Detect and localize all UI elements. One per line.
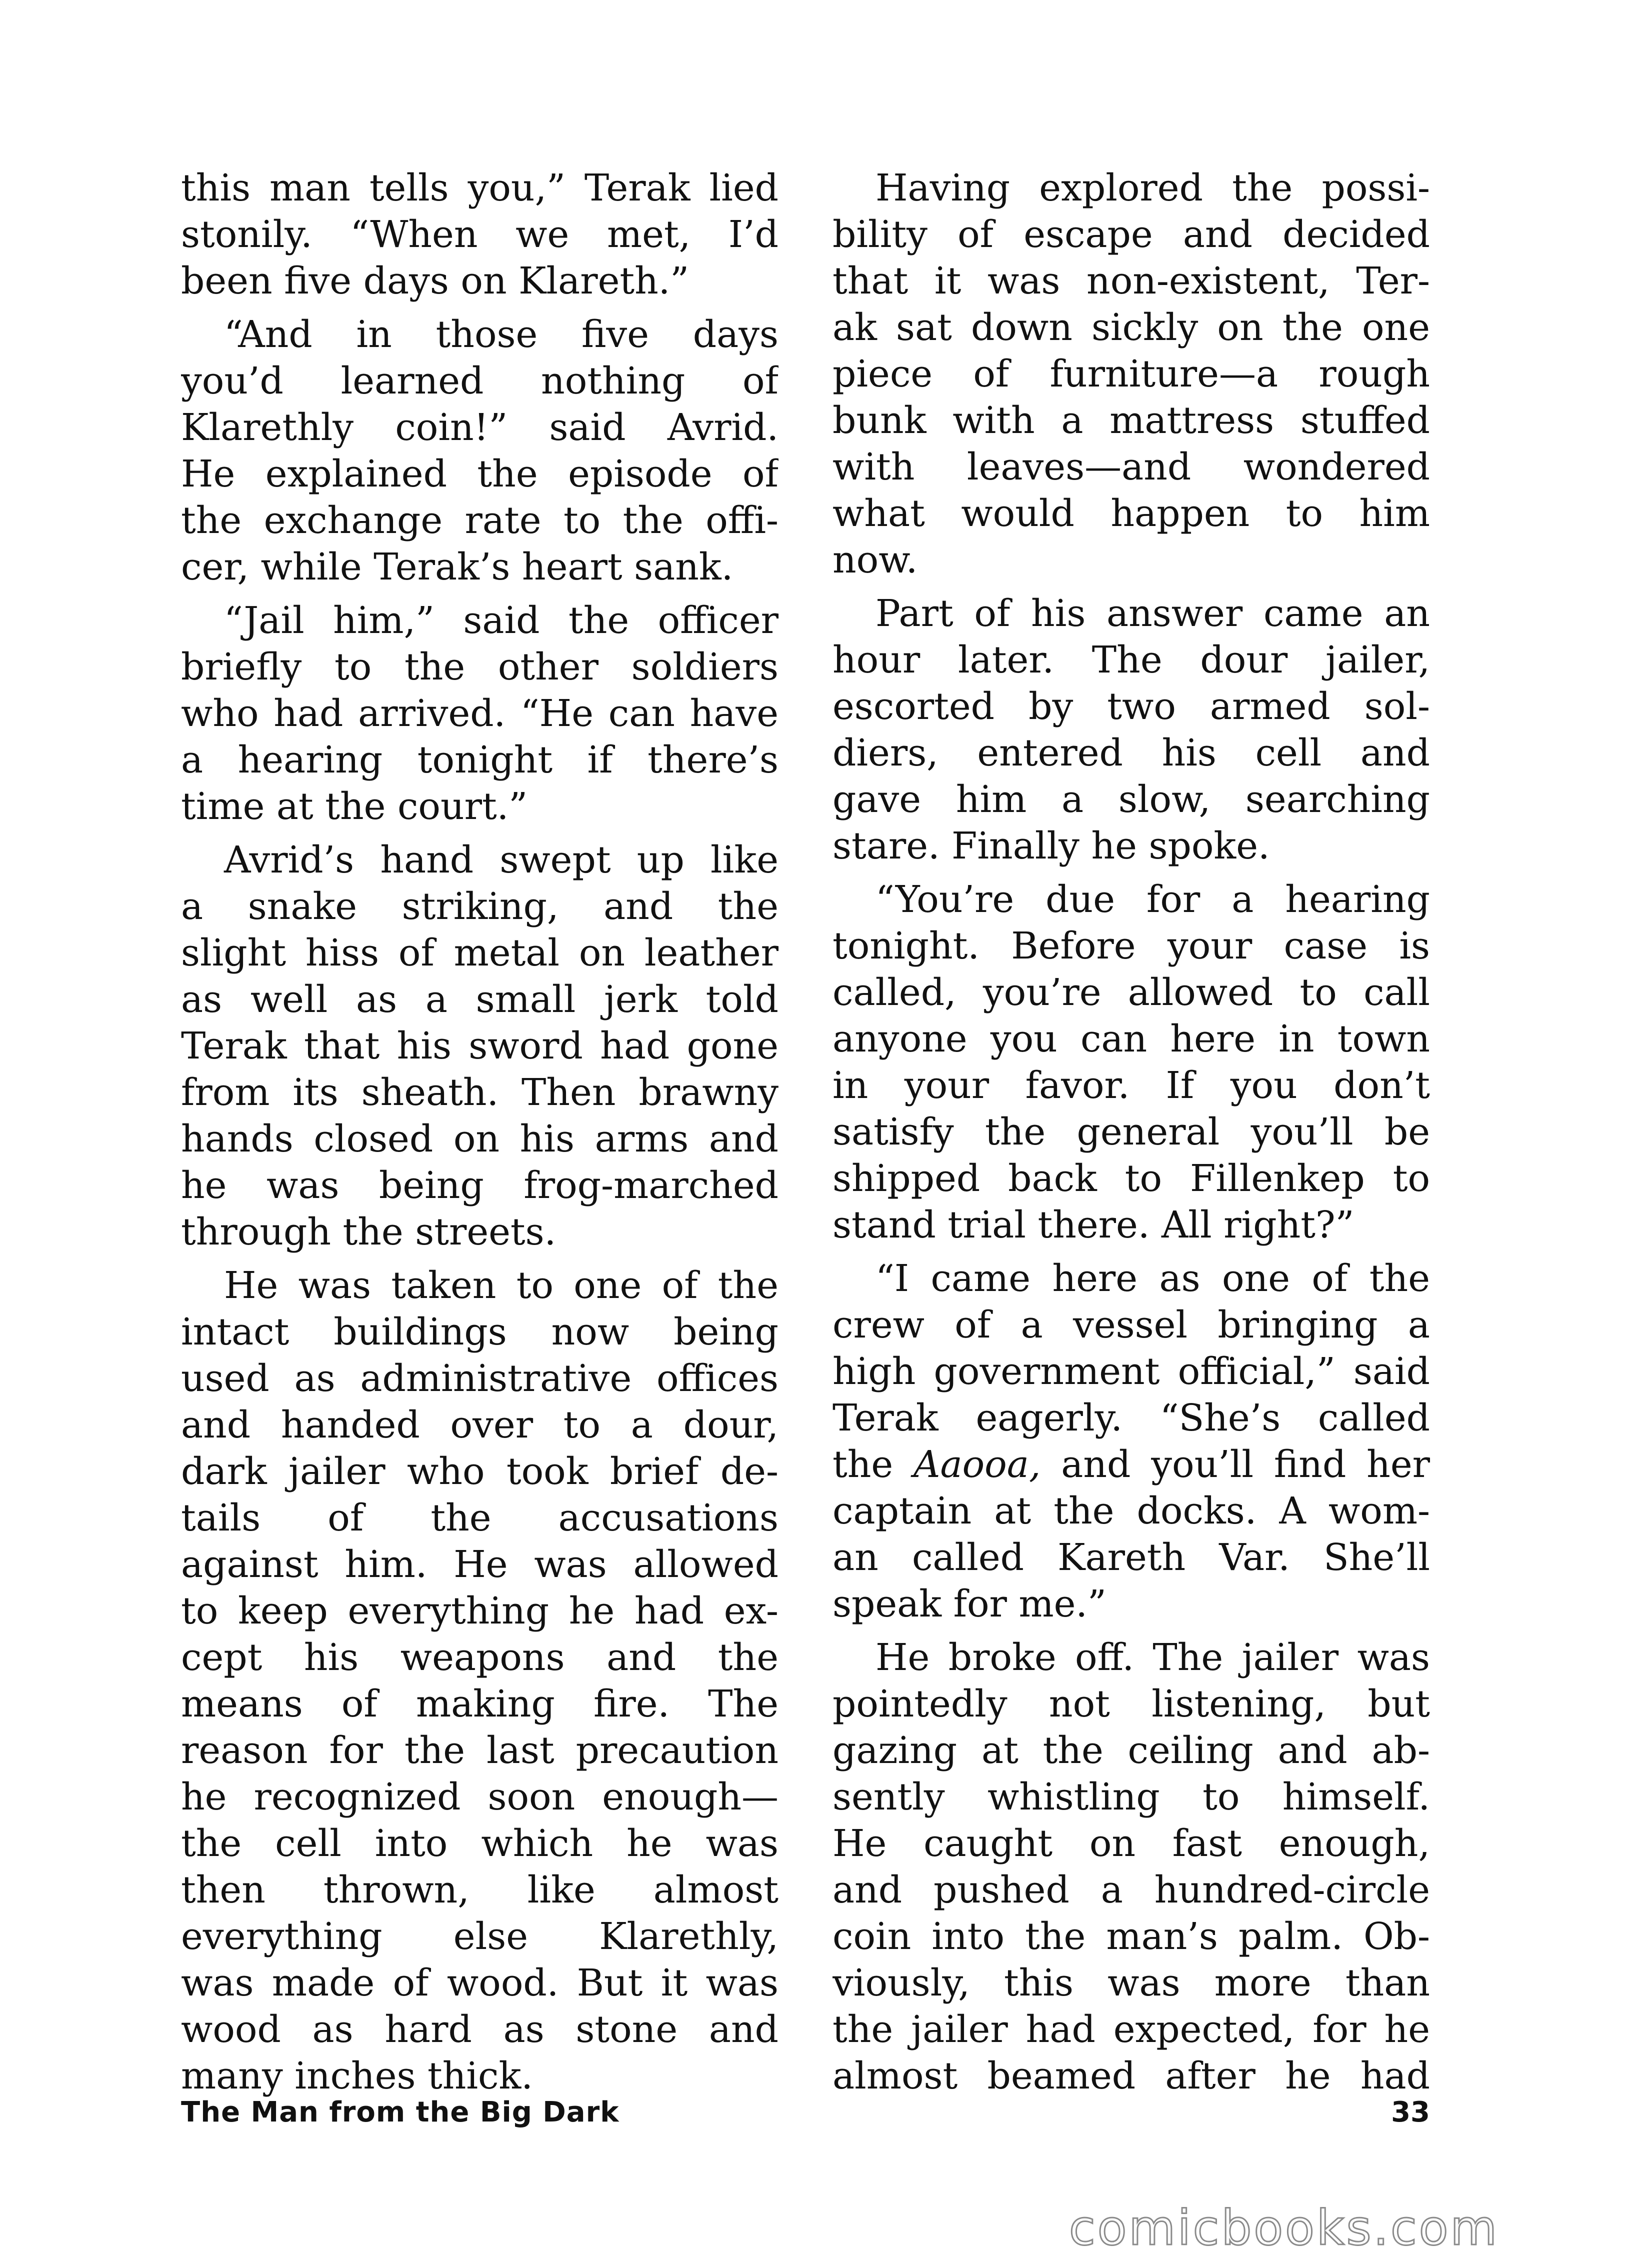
text-line: bunk with a mattress stuffed xyxy=(832,399,1430,442)
text-line: captain at the docks. A wom- xyxy=(832,1490,1430,1532)
text-line: stand trial there. All right?” xyxy=(832,1204,1354,1246)
text-line: against him. He was allowed xyxy=(181,1543,778,1586)
text-line: a hearing tonight if there’s xyxy=(181,738,778,782)
text-line: from its sheath. Then brawny xyxy=(181,1071,778,1114)
text-line: was made of wood. But it was xyxy=(181,1962,778,2004)
running-title: The Man from the Big Dark xyxy=(181,2096,620,2128)
text-line: gave him a slow, searching xyxy=(832,778,1430,821)
text-line: a snake striking, and the xyxy=(181,885,778,928)
text-fragment: and you’ll find her xyxy=(1040,1443,1430,1486)
text-line: cer, while Terak’s heart sank. xyxy=(181,546,734,588)
text-line: many inches thick. xyxy=(181,2054,533,2098)
paragraph xyxy=(181,837,778,1256)
text-line: “I came here as one of the xyxy=(876,1257,1430,1300)
text-line: the jailer had expected, for he xyxy=(832,2008,1430,2051)
text-line: “You’re due for a hearing xyxy=(876,878,1430,921)
text-line: piece of furniture—a rough xyxy=(832,352,1430,396)
text-line: reason for the last precaution xyxy=(181,1729,778,1772)
paragraph xyxy=(181,1262,778,2100)
text-line: hands closed on his arms and xyxy=(181,1118,778,1160)
text-line: called, you’re allowed to call xyxy=(832,971,1430,1014)
paragraph xyxy=(832,1256,1430,1628)
text-line: he recognized soon enough— xyxy=(181,1776,778,1818)
text-line: who had arrived. “He can have xyxy=(181,692,778,735)
text-line: Having explored the possi- xyxy=(876,166,1430,210)
text-line: slight hiss of metal on leather xyxy=(181,932,778,974)
text-line: now. xyxy=(832,538,918,582)
text-line: Terak eagerly. “She’s called xyxy=(832,1396,1430,1440)
text-line: diers, entered his cell and xyxy=(832,732,1430,774)
text-line: ak sat down sickly on the one xyxy=(832,306,1430,349)
text-line: “And in those five days xyxy=(224,313,778,356)
text-line: He broke off. The jailer was xyxy=(876,1636,1430,1679)
text-line: gazing at the ceiling and ab- xyxy=(832,1729,1430,1772)
text-line: and pushed a hundred-circle xyxy=(832,1868,1430,1912)
text-line: wood as hard as stone and xyxy=(181,2008,778,2051)
text-line: briefly to the other soldiers xyxy=(181,646,778,688)
text-line: what would happen to him xyxy=(832,492,1430,535)
text-line: and handed over to a dour, xyxy=(181,1404,778,1446)
text-line: anyone you can here in town xyxy=(832,1018,1430,1060)
text-line: you’d learned nothing of xyxy=(181,360,778,402)
text-line: escorted by two armed sol- xyxy=(832,685,1430,728)
text-line: pointedly not listening, but xyxy=(832,1682,1430,1726)
text-line: stonily. “When we met, I’d xyxy=(181,213,778,256)
text-line: shipped back to Fillenkep to xyxy=(832,1157,1430,1200)
text-line: Avrid’s hand swept up like xyxy=(224,838,778,882)
text-line: He was taken to one of the xyxy=(224,1264,778,1307)
text-line: cept his weapons and the xyxy=(181,1636,778,1679)
text-line: sently whistling to himself. xyxy=(832,1776,1430,1818)
text-line: “Jail him,” said the officer xyxy=(224,599,778,642)
text-line: bility of escape and decided xyxy=(832,213,1430,256)
page-number: 33 xyxy=(1391,2096,1430,2128)
text-line: intact buildings now being xyxy=(181,1310,778,1354)
paragraph xyxy=(181,598,778,830)
text-line: Klarethly coin!” said Avrid. xyxy=(181,406,778,449)
text-line: He explained the episode of xyxy=(181,452,778,496)
paragraph xyxy=(181,165,778,304)
text-line: tonight. Before your case is xyxy=(832,924,1430,968)
text-line: this man tells you,” Terak lied xyxy=(181,166,778,210)
left-text-column xyxy=(181,165,778,2100)
text-line: crew of a vessel bringing a xyxy=(832,1304,1430,1346)
paragraph xyxy=(832,876,1430,1248)
text-line: in your favor. If you don’t xyxy=(832,1064,1430,1107)
text-line: Part of his answer came an xyxy=(876,592,1430,635)
text-line: He caught on fast enough, xyxy=(832,1822,1430,1865)
text-line: dark jailer who took brief de- xyxy=(181,1450,778,1493)
text-line: viously, this was more than xyxy=(832,1962,1430,2004)
text-line: almost beamed after he had xyxy=(832,2054,1430,2098)
text-line: that it was non-existent, Ter- xyxy=(832,260,1430,302)
text-line: been five days on Klareth.” xyxy=(181,260,690,302)
right-text-column xyxy=(832,165,1430,2100)
ship-name: Aaooa, xyxy=(914,1443,1041,1486)
text-line: an called Kareth Var. She’ll xyxy=(832,1536,1430,1579)
text-line: satisfy the general you’ll be xyxy=(832,1110,1430,1154)
text-line: speak for me.” xyxy=(832,1582,1106,1626)
text-fragment: the xyxy=(832,1443,914,1486)
text-line: to keep everything he had ex- xyxy=(181,1590,778,1632)
paragraph xyxy=(832,1634,1430,2100)
text-line: stare. Finally he spoke. xyxy=(832,824,1270,868)
text-line: the cell into which he was xyxy=(181,1822,778,1865)
page-footer xyxy=(181,2090,1430,2135)
paragraph xyxy=(832,165,1430,584)
text-line: as well as a small jerk told xyxy=(181,978,778,1021)
text-line: time at the court.” xyxy=(181,785,528,828)
text-line: used as administrative offices xyxy=(181,1357,778,1400)
text-line: hour later. The dour jailer, xyxy=(832,638,1430,682)
text-line: high government official,” said xyxy=(832,1350,1430,1393)
text-line: tails of the accusations xyxy=(181,1496,778,1540)
text-line-with-ship-name xyxy=(832,1442,1430,1488)
watermark: comicbooks.com xyxy=(1068,2200,1499,2256)
text-line: the exchange rate to the offi- xyxy=(181,499,778,542)
text-line: means of making fire. The xyxy=(181,1682,778,1726)
text-line: everything else Klarethly, xyxy=(181,1915,778,1958)
paragraph xyxy=(832,590,1430,870)
text-line: he was being frog-marched xyxy=(181,1164,778,1207)
text-line: coin into the man’s palm. Ob- xyxy=(832,1915,1430,1958)
text-line: through the streets. xyxy=(181,1210,556,1254)
text-line: Terak that his sword had gone xyxy=(181,1024,778,1068)
text-line: then thrown, like almost xyxy=(181,1868,778,1912)
paragraph xyxy=(181,312,778,590)
text-line: with leaves—and wondered xyxy=(832,446,1430,488)
